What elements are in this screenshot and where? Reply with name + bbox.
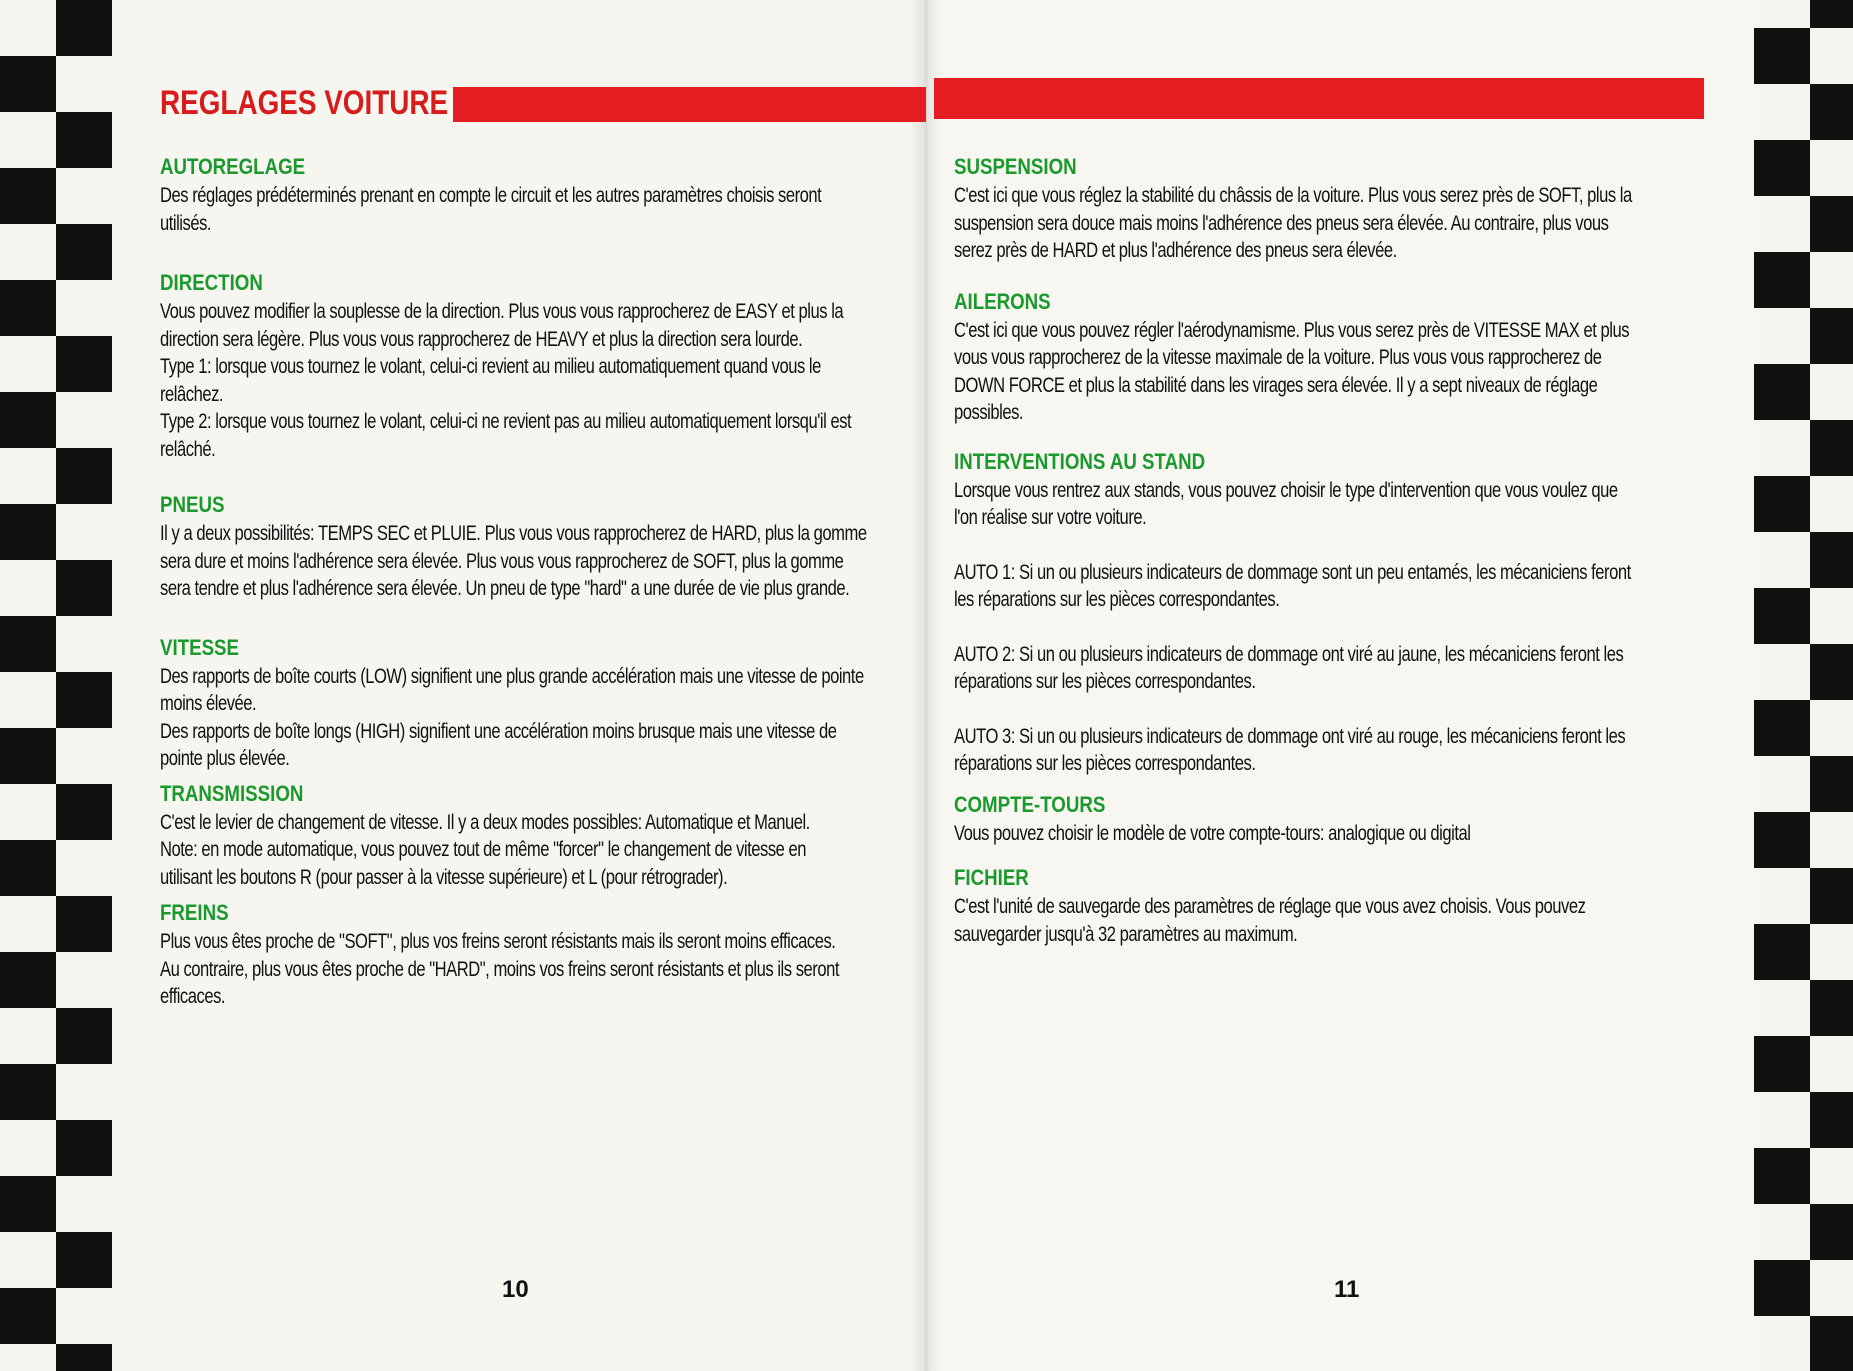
- text-line: C'est l'unité de sauvegarde des paramètres de réglage que vous avez choisis. Vous pouvez: [954, 895, 1586, 918]
- text-line: sera tendre et plus l'adhérence sera élevée. Un pneu de type "hard" a une durée de vie plus grande.: [160, 577, 850, 600]
- section-text: [954, 477, 1714, 532]
- page-title: REGLAGES VOITURE: [160, 84, 449, 122]
- section-text: [160, 809, 920, 892]
- text-line: vous vous rapprocherez de la vitesse maximale de la voiture. Plus vous vous rapprocherez de: [954, 346, 1602, 369]
- text-line: Des rapports de boîte courts (LOW) signifient une plus grande accélération mais une vitesse de pointe: [160, 664, 864, 688]
- section-text: [160, 298, 920, 463]
- text-line: Des réglages prédéterminés prenant en compte le circuit et les autres paramètres choisis seront: [160, 184, 822, 207]
- section-ailerons: [954, 287, 1706, 427]
- section-vitesse: [160, 633, 920, 773]
- auto-3-text: [954, 723, 1714, 778]
- auto-1-text: [954, 559, 1714, 614]
- right-checker-border: [1754, 0, 1853, 1371]
- section-autoreglage: [160, 152, 920, 237]
- section-text: [160, 182, 920, 237]
- left-checker-border: [0, 0, 112, 1371]
- text-line: AUTO 3: Si un ou plusieurs indicateurs de dommage ont viré au rouge, les mécaniciens feront les: [954, 724, 1626, 748]
- right-column: [954, 152, 1706, 948]
- text-line: C'est ici que vous pouvez régler l'aérodynamisme. Plus vous serez près de VITESSE MAX et plus: [954, 318, 1630, 342]
- section-heading: FREINS: [160, 900, 229, 925]
- section-text: [160, 520, 920, 603]
- section-heading: AUTOREGLAGE: [160, 154, 306, 179]
- section-heading: TRANSMISSION: [160, 780, 304, 806]
- text-line: direction sera légère. Plus vous vous rapprocherez de HEAVY et plus la direction sera lourde.: [160, 327, 803, 351]
- section-text: [954, 820, 1714, 848]
- section-direction: [160, 268, 920, 463]
- page-number-right: 11: [1334, 1276, 1360, 1303]
- text-line: l'on réalise sur votre voiture.: [954, 506, 1147, 529]
- left-page-header: [160, 82, 926, 124]
- text-line: Note: en mode automatique, vous pouvez tout de même "forcer" le changement de vitesse en: [160, 838, 807, 861]
- text-line: serez près de HARD et plus l'adhérence des pneus sera élevée.: [954, 239, 1397, 262]
- section-fichier: [954, 863, 1706, 948]
- section-heading: SUSPENSION: [954, 154, 1077, 179]
- text-line: C'est le levier de changement de vitesse. Il y a deux modes possibles: Automatique et Manuel.: [160, 810, 810, 834]
- text-line: Type 2: lorsque vous tournez le volant, celui-ci ne revient pas au milieu automatiquement lorsqu'il est: [160, 410, 852, 433]
- text-line: Vous pouvez modifier la souplesse de la direction. Plus vous vous rapprocherez de EASY et plus la: [160, 300, 844, 323]
- text-line: Type 1: lorsque vous tournez le volant, celui-ci revient au milieu automatiquement quand vous le: [160, 355, 821, 378]
- section-heading: FICHIER: [954, 865, 1029, 890]
- section-heading: AILERONS: [954, 288, 1051, 314]
- title-red-bar: [453, 87, 926, 122]
- text-line: DOWN FORCE et plus la stabilité dans les virages sera élevée. Il y a sept niveaux de réglage: [954, 373, 1598, 397]
- text-line: Lorsque vous rentrez aux stands, vous pouvez choisir le type d'intervention que vous voulez que: [954, 478, 1618, 502]
- text-line: relâché.: [160, 437, 216, 461]
- section-heading: DIRECTION: [160, 270, 263, 295]
- text-line: suspension sera douce mais moins l'adhérence des pneus sera élevée. Au contraire, plus vous: [954, 211, 1609, 235]
- text-line: sera dure et moins l'adhérence sera élevée. Plus vous vous rapprocherez de SOFT, plus la gomme: [160, 549, 844, 573]
- text-line: les réparations sur les pièces correspondantes.: [954, 588, 1280, 611]
- section-compte-tours: [954, 790, 1706, 848]
- text-line: Au contraire, plus vous êtes proche de "HARD", moins vos freins seront résistants et plus ils seront: [160, 957, 839, 981]
- text-line: AUTO 1: Si un ou plusieurs indicateurs de dommage sont un peu entamés, les mécaniciens feront: [954, 560, 1631, 584]
- auto-2-text: [954, 641, 1714, 696]
- text-line: Plus vous êtes proche de "SOFT", plus vos freins seront résistants mais ils seront moins efficaces.: [160, 930, 836, 953]
- section-text: [954, 182, 1714, 265]
- text-line: AUTO 2: Si un ou plusieurs indicateurs de dommage ont viré au jaune, les mécaniciens feront les: [954, 642, 1624, 666]
- text-line: efficaces.: [160, 985, 226, 1008]
- section-text: [954, 893, 1714, 948]
- section-suspension: [954, 152, 1706, 265]
- section-heading: COMPTE-TOURS: [954, 791, 1106, 817]
- left-column: [160, 152, 920, 1011]
- text-line: Vous pouvez choisir le modèle de votre compte-tours: analogique ou digital: [954, 821, 1471, 845]
- section-text: [954, 317, 1714, 427]
- section-text: [160, 928, 920, 1011]
- text-line: réparations sur les pièces correspondantes.: [954, 670, 1256, 693]
- text-line: relâchez.: [160, 382, 224, 406]
- text-line: utilisant les boutons R (pour passer à la vitesse supérieure) et L (pour rétrograder).: [160, 865, 728, 889]
- page-number-left: 10: [502, 1276, 529, 1303]
- right-header-red-bar: [934, 78, 1704, 119]
- section-transmission: [160, 779, 920, 892]
- section-heading: VITESSE: [160, 634, 239, 660]
- text-line: sauvegarder jusqu'à 32 paramètres au maximum.: [954, 922, 1298, 946]
- section-heading: INTERVENTIONS AU STAND: [954, 448, 1206, 474]
- section-heading: PNEUS: [160, 492, 225, 517]
- text-line: C'est ici que vous réglez la stabilité du châssis de la voiture. Plus vous serez près de SOFT, plus la: [954, 184, 1632, 207]
- section-text: [160, 663, 920, 773]
- text-line: Des rapports de boîte longs (HIGH) signifient une accélération moins brusque mais une vitesse de: [160, 719, 837, 743]
- text-line: réparations sur les pièces correspondantes.: [954, 752, 1256, 775]
- text-line: utilisés.: [160, 211, 212, 235]
- section-pneus: [160, 490, 920, 603]
- section-freins: [160, 898, 920, 1011]
- text-line: Il y a deux possibilités: TEMPS SEC et PLUIE. Plus vous vous rapprocherez de HARD, plus la gomme: [160, 522, 867, 545]
- text-line: pointe plus élevée.: [160, 747, 290, 770]
- text-line: moins élevée.: [160, 692, 257, 715]
- text-line: possibles.: [954, 401, 1024, 424]
- section-interventions-au-stand: [954, 447, 1706, 778]
